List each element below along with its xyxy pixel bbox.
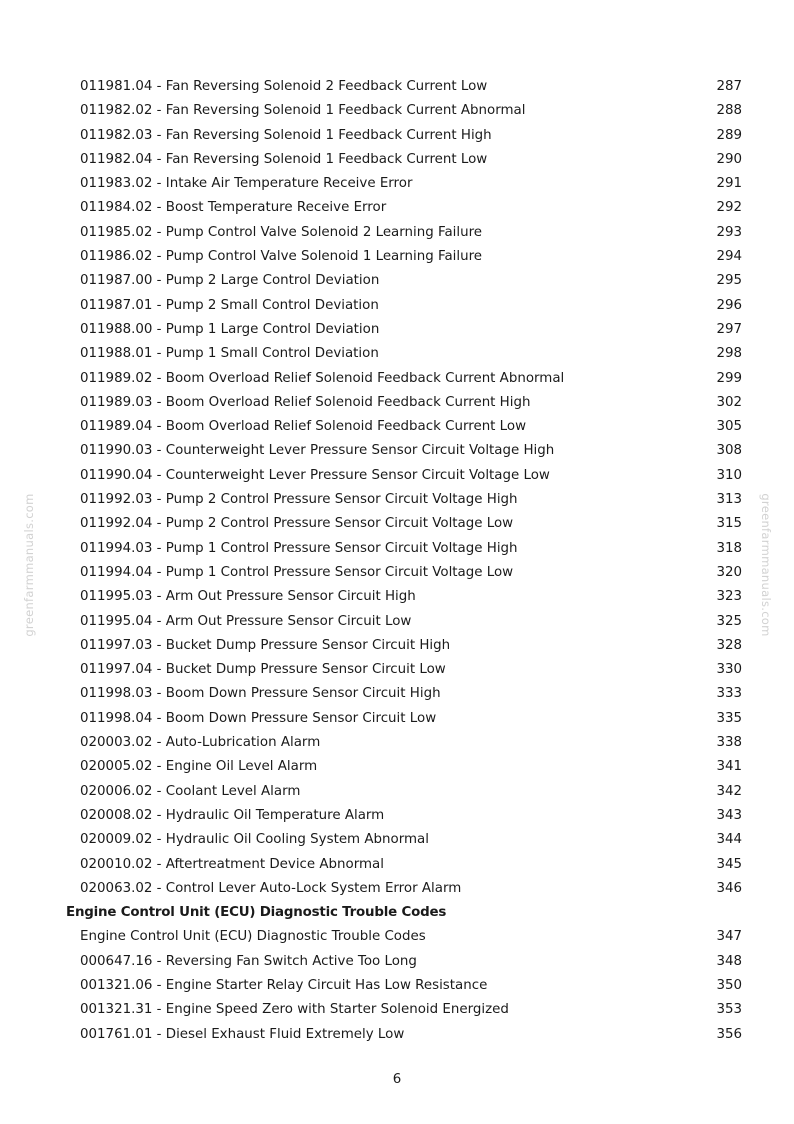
toc-entry-title: 011989.03 - Boom Overload Relief Solenoid Feedback Current High	[80, 394, 531, 410]
toc-entry-title: 011989.04 - Boom Overload Relief Solenoid Feedback Current Low	[80, 419, 527, 435]
toc-entry-page-number: 302	[716, 394, 742, 410]
toc-entry-page-number: 294	[716, 249, 742, 265]
toc-entry-page-number: 293	[716, 224, 742, 240]
toc-entry-title: 011998.03 - Boom Down Pressure Sensor Circuit High	[80, 686, 441, 702]
toc-entry[interactable]	[0, 196, 794, 220]
toc-entry-title: 011982.02 - Fan Reversing Solenoid 1 Feedback Current Abnormal	[80, 103, 526, 119]
toc-entry[interactable]	[0, 245, 794, 269]
toc-entry[interactable]	[0, 610, 794, 634]
toc-entry-title: 020008.02 - Hydraulic Oil Temperature Alarm	[80, 807, 385, 823]
toc-entry[interactable]	[0, 75, 794, 99]
toc-entry-page-number: 342	[716, 783, 742, 799]
toc-entry-title: 011985.02 - Pump Control Valve Solenoid 2 Learning Failure	[80, 224, 483, 240]
toc-entry[interactable]	[0, 853, 794, 877]
toc-entry-page-number: 297	[716, 321, 742, 337]
toc-entry-page-number: 328	[716, 637, 742, 653]
toc-entry-title: 011994.04 - Pump 1 Control Pressure Sensor Circuit Voltage Low	[80, 564, 514, 580]
toc-entry-page-number: 290	[716, 151, 742, 167]
toc-entry-title: 011983.02 - Intake Air Temperature Receive Error	[80, 176, 413, 192]
toc-entry[interactable]	[0, 974, 794, 998]
toc-entry-title: 011984.02 - Boost Temperature Receive Error	[80, 200, 387, 216]
toc-entry-page-number: 350	[716, 977, 742, 993]
toc-entry-page-number: 341	[716, 759, 742, 775]
toc-entry-page-number: 347	[716, 929, 742, 945]
section-heading-text: Engine Control Unit (ECU) Diagnostic Trouble Codes	[66, 905, 447, 921]
toc-entry-page-number: 308	[716, 443, 742, 459]
page-number: 6	[392, 1072, 402, 1087]
toc-entry-page-number: 348	[716, 953, 742, 969]
toc-entry-title: 011982.03 - Fan Reversing Solenoid 1 Feedback Current High	[80, 127, 492, 143]
toc-entry[interactable]	[0, 925, 794, 949]
toc-entry[interactable]	[0, 804, 794, 828]
toc-entry-page-number: 287	[716, 79, 742, 94]
toc-entry[interactable]	[0, 731, 794, 755]
toc-entry[interactable]	[0, 221, 794, 245]
watermark-right: greenfarmmanuals.com	[759, 493, 773, 637]
toc-entry[interactable]	[0, 294, 794, 318]
toc-entry[interactable]	[0, 585, 794, 609]
toc-entry-page-number: 292	[716, 200, 742, 216]
toc-entry-page-number: 345	[716, 856, 742, 872]
toc-entry-title: 011989.02 - Boom Overload Relief Solenoid Feedback Current Abnormal	[80, 370, 565, 386]
toc-entry-page-number: 320	[716, 564, 742, 580]
toc-entry[interactable]	[0, 512, 794, 536]
toc-entry-page-number: 333	[716, 686, 742, 702]
toc-entry-title: 011982.04 - Fan Reversing Solenoid 1 Feedback Current Low	[80, 151, 488, 167]
toc-entry[interactable]	[0, 658, 794, 682]
toc-entry-page-number: 289	[716, 127, 742, 143]
toc-entry[interactable]	[0, 464, 794, 488]
toc-entry[interactable]	[0, 124, 794, 148]
toc-entry-page-number: 346	[716, 880, 742, 896]
toc-entry[interactable]	[0, 537, 794, 561]
toc-entry[interactable]	[0, 342, 794, 366]
toc-entry-title: 001321.06 - Engine Starter Relay Circuit Has Low Resistance	[80, 977, 488, 993]
toc-entry-page-number: 343	[716, 807, 742, 823]
toc-entry-title: 011990.03 - Counterweight Lever Pressure Sensor Circuit Voltage High	[80, 443, 555, 459]
toc-entry-page-number: 305	[716, 419, 742, 435]
toc-entry-title: 001761.01 - Diesel Exhaust Fluid Extremely Low	[80, 1026, 405, 1042]
toc-entry[interactable]	[0, 99, 794, 123]
toc-entry-title: 000647.16 - Reversing Fan Switch Active Too Long	[80, 953, 417, 969]
toc-entry-title: 011987.01 - Pump 2 Small Control Deviation	[80, 297, 379, 313]
toc-entry[interactable]	[0, 634, 794, 658]
toc-entry[interactable]	[0, 755, 794, 779]
toc-entry[interactable]	[0, 1023, 794, 1047]
toc-entry[interactable]	[0, 269, 794, 293]
toc-entry[interactable]	[0, 780, 794, 804]
toc-entry-page-number: 353	[716, 1002, 742, 1018]
toc-entry-page-number: 356	[716, 1026, 742, 1042]
toc-entry-page-number: 313	[716, 492, 742, 508]
toc-entry-title: 020005.02 - Engine Oil Level Alarm	[80, 759, 318, 775]
toc-entry-title: 011998.04 - Boom Down Pressure Sensor Circuit Low	[80, 710, 437, 726]
toc-entry-title: 011986.02 - Pump Control Valve Solenoid 1 Learning Failure	[80, 249, 483, 265]
toc-entry-page-number: 323	[716, 589, 742, 605]
toc-entry-title: 020009.02 - Hydraulic Oil Cooling System Abnormal	[80, 832, 429, 848]
toc-entry-page-number: 315	[716, 516, 742, 532]
toc-entry[interactable]	[0, 415, 794, 439]
section-heading	[0, 901, 794, 925]
toc-entry-page-number: 288	[716, 103, 742, 119]
toc-entry-title: 011995.03 - Arm Out Pressure Sensor Circuit High	[80, 589, 416, 605]
toc-entry-page-number: 338	[716, 735, 742, 751]
toc-entry[interactable]	[0, 148, 794, 172]
toc-entry[interactable]	[0, 998, 794, 1022]
toc-entry[interactable]	[0, 391, 794, 415]
toc-entry-title: 011988.01 - Pump 1 Small Control Deviation	[80, 346, 379, 362]
toc-entry-title: 020006.02 - Coolant Level Alarm	[80, 783, 301, 799]
toc-entry-title: 011992.03 - Pump 2 Control Pressure Sensor Circuit Voltage High	[80, 492, 518, 508]
toc-entry[interactable]	[0, 707, 794, 731]
toc-entry-page-number: 335	[716, 710, 742, 726]
toc-entry-title: 011987.00 - Pump 2 Large Control Deviation	[80, 273, 380, 289]
toc-entry[interactable]	[0, 950, 794, 974]
toc-entry-page-number: 299	[716, 370, 742, 386]
toc-entry-page-number: 291	[716, 176, 742, 192]
toc-entry-title: Engine Control Unit (ECU) Diagnostic Trouble Codes	[80, 929, 426, 945]
toc-entry-page-number: 325	[716, 613, 742, 629]
toc-entry-page-number: 295	[716, 273, 742, 289]
toc-entry-title: 011995.04 - Arm Out Pressure Sensor Circuit Low	[80, 613, 412, 629]
toc-entry-title: 001321.31 - Engine Speed Zero with Starter Solenoid Energized	[80, 1002, 509, 1018]
toc-entry-title: 020063.02 - Control Lever Auto-Lock System Error Alarm	[80, 880, 462, 896]
table-of-contents	[0, 75, 794, 1047]
toc-entry-title: 011994.03 - Pump 1 Control Pressure Sensor Circuit Voltage High	[80, 540, 518, 556]
toc-entry[interactable]	[0, 318, 794, 342]
toc-entry-page-number: 318	[716, 540, 742, 556]
toc-entry-page-number: 310	[716, 467, 742, 483]
toc-entry-title: 011981.04 - Fan Reversing Solenoid 2 Feedback Current Low	[80, 79, 488, 94]
toc-entry[interactable]	[0, 488, 794, 512]
toc-entry-title: 011988.00 - Pump 1 Large Control Deviation	[80, 321, 380, 337]
toc-entry-title: 020010.02 - Aftertreatment Device Abnormal	[80, 856, 384, 872]
toc-entry-page-number: 296	[716, 297, 742, 313]
toc-entry-title: 011990.04 - Counterweight Lever Pressure Sensor Circuit Voltage Low	[80, 467, 550, 483]
toc-entry[interactable]	[0, 877, 794, 901]
toc-entry-title: 011997.03 - Bucket Dump Pressure Sensor Circuit High	[80, 637, 451, 653]
toc-entry-page-number: 330	[716, 662, 742, 678]
toc-entry[interactable]	[0, 561, 794, 585]
toc-entry[interactable]	[0, 828, 794, 852]
toc-entry[interactable]	[0, 682, 794, 706]
toc-entry[interactable]	[0, 439, 794, 463]
toc-entry[interactable]	[0, 367, 794, 391]
toc-entry-page-number: 298	[716, 346, 742, 362]
toc-entry[interactable]	[0, 172, 794, 196]
toc-entry-page-number: 344	[716, 832, 742, 848]
toc-entry-title: 020003.02 - Auto-Lubrication Alarm	[80, 735, 321, 751]
toc-entry-title: 011997.04 - Bucket Dump Pressure Sensor Circuit Low	[80, 662, 446, 678]
toc-entry-title: 011992.04 - Pump 2 Control Pressure Sensor Circuit Voltage Low	[80, 516, 514, 532]
watermark-left: greenfarmmanuals.com	[22, 493, 36, 637]
